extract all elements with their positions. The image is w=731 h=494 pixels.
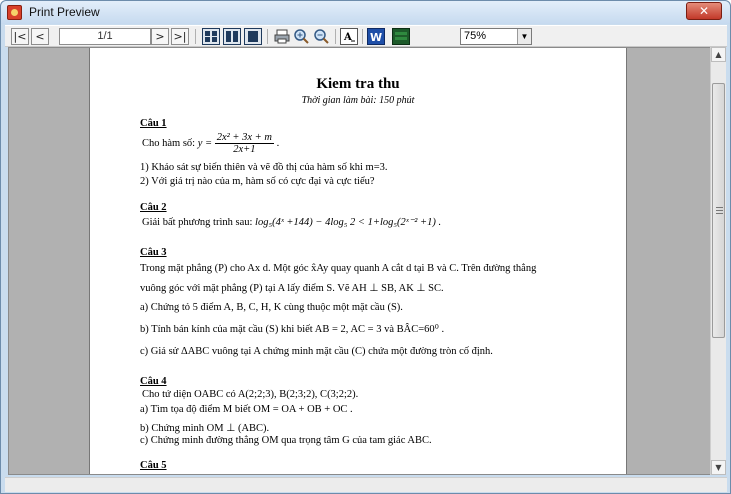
title-bar[interactable] xyxy=(1,1,730,24)
word-icon[interactable] xyxy=(367,28,385,45)
vertical-scrollbar[interactable] xyxy=(710,47,726,475)
zoom-out-icon[interactable] xyxy=(312,28,330,45)
question-4-line-4: c) Chứng minh đường thẳng OM qua trọng tâm G của tam giác ABC. xyxy=(140,435,432,446)
svg-text:A: A xyxy=(344,32,352,43)
scroll-up-icon[interactable]: ▲ xyxy=(711,47,726,62)
question-5-heading: Câu 5 xyxy=(140,460,167,471)
toolbar xyxy=(5,25,727,47)
chevron-down-icon[interactable]: ▼ xyxy=(517,29,531,44)
prev-page-button[interactable]: < xyxy=(31,28,49,45)
doc-title: Kiem tra thu xyxy=(316,76,400,92)
question-1-line-2: 2) Với giá trị nào của m, hàm số có cực đại và cực tiểu? xyxy=(140,176,375,187)
question-4-heading: Câu 4 xyxy=(140,376,167,387)
zoom-value: 75% xyxy=(464,30,487,42)
question-4-line-3: b) Chứng minh OM ⊥ (ABC). xyxy=(140,423,270,434)
one-page-icon[interactable] xyxy=(202,28,220,45)
excel-icon[interactable] xyxy=(392,28,410,45)
scrollbar-thumb[interactable] xyxy=(712,83,725,338)
fraction: $\frac{\text{2x² + 3x + m}}{2x+1}$ xyxy=(216,132,272,155)
first-page-button[interactable]: |< xyxy=(11,28,29,45)
two-page-icon[interactable] xyxy=(223,28,241,45)
question-3-line-2: vuông góc với mặt phẳng (P) tại A lấy điểm S. Vẽ AH ⊥ SB, AK ⊥ SC. xyxy=(140,283,444,294)
page-number-field[interactable]: 1/1 xyxy=(59,28,151,45)
toolbar-separator xyxy=(335,29,336,44)
question-4-line-1: Cho tứ diện OABC có A(2;2;3), B(2;3;2), C(3;2;2). xyxy=(142,389,359,400)
question-3-heading: Câu 3 xyxy=(140,247,167,258)
zoom-select[interactable] xyxy=(460,28,532,45)
close-button[interactable]: ✕ xyxy=(686,2,722,20)
question-3-line-4: b) Tính bán kính của mặt cầu (S) khi biết AB = 2, AC = 3 và BÂC=60⁰ . xyxy=(140,324,445,335)
preview-area xyxy=(8,47,718,475)
svg-text:W: W xyxy=(370,31,383,44)
next-page-button[interactable]: > xyxy=(151,28,169,45)
status-strip xyxy=(5,477,727,492)
question-3-line-3: a) Chứng tỏ 5 điểm A, B, C, H, K cùng thuộc một mặt cầu (S). xyxy=(140,302,403,313)
question-4-line-2: a) Tìm tọa độ điểm M biết OM = OA + OB + OC . xyxy=(140,404,353,415)
toolbar-separator xyxy=(267,29,268,44)
doc-subtitle: Thời gian làm bài: 150 phút xyxy=(301,95,415,106)
multi-page-icon[interactable] xyxy=(244,28,262,45)
font-icon[interactable] xyxy=(340,28,358,45)
question-1-function: Cho hàm số: y = $\frac{\text{2x² + 3x + m}}{2x+1}$ . xyxy=(142,132,280,155)
preview-page xyxy=(89,48,627,475)
window-title: Print Preview xyxy=(29,5,100,19)
question-3-line-1: Trong mặt phẳng (P) cho Ax d. Một góc x̂Ay quay quanh A cắt d tại B và C. Trên đường thẳng xyxy=(140,263,537,274)
scroll-down-icon[interactable]: ▼ xyxy=(711,460,726,475)
toolbar-separator xyxy=(195,29,196,44)
printer-icon[interactable] xyxy=(273,28,291,45)
question-2-heading: Câu 2 xyxy=(140,202,167,213)
zoom-in-icon[interactable] xyxy=(292,28,310,45)
question-3-line-5: c) Giả sử ΔABC vuông tại A chứng minh mặt cầu (C) chứa một đường tròn cố định. xyxy=(140,346,493,357)
last-page-button[interactable]: >| xyxy=(171,28,189,45)
question-2-text: Giải bất phương trình sau: log₅(4ˣ +144) − 4log₅ 2 < 1+log₅(2ˣ⁻² +1) . xyxy=(142,217,442,228)
toolbar-separator xyxy=(362,29,363,44)
question-1-heading: Câu 1 xyxy=(140,118,167,129)
app-icon xyxy=(7,5,22,20)
question-1-line-1: 1) Khảo sát sự biến thiên và vẽ đồ thị của hàm số khi m=3. xyxy=(140,162,388,173)
